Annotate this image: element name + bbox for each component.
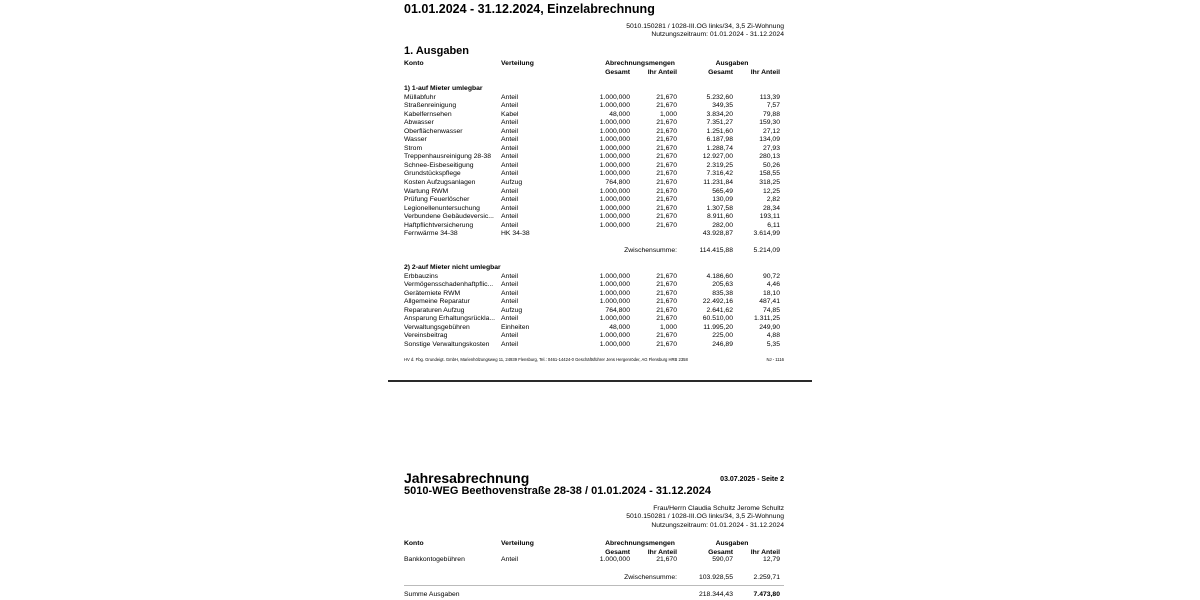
account-name: Prüfung Feuerlöscher bbox=[404, 196, 470, 204]
page2-subtotal bbox=[404, 572, 784, 583]
account-name: Bankkontogebühren bbox=[404, 556, 465, 563]
amount-share: 487,41 bbox=[759, 298, 780, 306]
amount-share: 12,25 bbox=[762, 187, 780, 195]
quantity-share: 21,670 bbox=[656, 281, 677, 289]
table-row bbox=[404, 281, 784, 290]
table-row bbox=[404, 179, 784, 188]
col-gesamt-2: Gesamt bbox=[708, 68, 733, 76]
col-anteil-2: Ihr Anteil bbox=[750, 68, 780, 76]
quantity-share: 21,670 bbox=[656, 102, 677, 110]
total-row bbox=[404, 589, 784, 600]
col-verteilung: Verteilung bbox=[501, 540, 534, 547]
col-anteil-1: Ihr Anteil bbox=[647, 68, 677, 76]
table-row bbox=[404, 298, 784, 307]
account-name: Verbundene Gebäudeversic... bbox=[404, 213, 494, 221]
distribution-key: Anteil bbox=[501, 102, 519, 110]
quantity-total: 1.000,000 bbox=[599, 127, 630, 135]
col-abrechnungsmengen: Abrechnungsmengen bbox=[605, 60, 675, 67]
account-name: Treppenhausreinigung 28-38 bbox=[404, 153, 492, 161]
footer-code: NJ - 1116 bbox=[766, 357, 784, 362]
col-anteil-2: Ihr Anteil bbox=[750, 548, 780, 556]
amount-total: 3.834,20 bbox=[706, 110, 733, 118]
quantity-share: 21,670 bbox=[656, 332, 677, 340]
date-page: 03.07.2025 - Seite 2 bbox=[720, 476, 784, 483]
col-verteilung: Verteilung bbox=[501, 60, 534, 67]
col-gesamt-1: Gesamt bbox=[605, 548, 630, 556]
amount-total: 8.911,60 bbox=[707, 213, 733, 221]
subtotal-row bbox=[404, 572, 784, 583]
quantity-share: 21,670 bbox=[656, 272, 677, 280]
account-name: Haftpflichtversicherung bbox=[404, 221, 474, 229]
table-row bbox=[404, 290, 784, 299]
amount-share: 90,72 bbox=[762, 272, 780, 280]
amount-total: 565,49 bbox=[712, 187, 733, 195]
subtotal-gesamt: 103.928,55 bbox=[698, 574, 733, 581]
amount-total: 282,00 bbox=[712, 221, 733, 229]
account-name: Reparaturen Aufzug bbox=[404, 306, 465, 314]
distribution-key: Anteil bbox=[501, 204, 519, 212]
distribution-key: Anteil bbox=[501, 119, 519, 127]
quantity-share: 21,670 bbox=[656, 127, 677, 135]
col-anteil-1: Ihr Anteil bbox=[647, 548, 677, 556]
amount-total: 11.995,20 bbox=[703, 323, 733, 331]
subtotal-gesamt: 114.415,88 bbox=[699, 246, 733, 254]
distribution-key: Aufzug bbox=[501, 179, 523, 187]
quantity-total: 48,000 bbox=[609, 323, 630, 331]
amount-share: 1.311,25 bbox=[754, 315, 780, 323]
page-divider bbox=[388, 380, 812, 382]
distribution-key: Anteil bbox=[501, 93, 519, 101]
quantity-total: 1.000,000 bbox=[599, 272, 630, 280]
table-row bbox=[404, 213, 784, 222]
quantity-share: 21,670 bbox=[656, 153, 677, 161]
quantity-share: 1,000 bbox=[659, 110, 677, 118]
account-name: Grundstückspflege bbox=[404, 170, 461, 178]
quantity-total: 1.000,000 bbox=[599, 340, 630, 348]
quantity-share: 21,670 bbox=[656, 556, 677, 563]
quantity-total: 1.000,000 bbox=[599, 281, 630, 289]
quantity-total: 1.000,000 bbox=[599, 289, 630, 297]
amount-total: 60.510,00 bbox=[702, 315, 733, 323]
quantity-share: 21,670 bbox=[656, 340, 677, 348]
amount-share: 134,09 bbox=[759, 136, 780, 144]
amount-share: 28,34 bbox=[762, 204, 780, 212]
subtotal-label: Zwischensumme: bbox=[624, 246, 677, 254]
amount-total: 2.641,62 bbox=[706, 306, 733, 314]
quantity-total: 764,800 bbox=[605, 306, 630, 314]
account-name: Vereinsbeitrag bbox=[404, 332, 448, 340]
distribution-key: Anteil bbox=[501, 298, 519, 306]
quantity-share: 21,670 bbox=[656, 196, 677, 204]
quantity-share: 21,670 bbox=[656, 298, 677, 306]
quantity-share: 21,670 bbox=[656, 179, 677, 187]
amount-total: 130,09 bbox=[712, 196, 733, 204]
quantity-total: 1.000,000 bbox=[599, 332, 630, 340]
account-name: Fernwärme 34-38 bbox=[404, 230, 458, 238]
distribution-key: Anteil bbox=[501, 213, 519, 221]
table-row bbox=[404, 332, 784, 341]
col-konto: Konto bbox=[404, 60, 424, 67]
distribution-key: HK 34-38 bbox=[501, 230, 530, 238]
quantity-total: 1.000,000 bbox=[599, 93, 630, 101]
quantity-total: 48,000 bbox=[609, 110, 630, 118]
amount-total: 6.187,98 bbox=[706, 136, 733, 144]
table-row bbox=[404, 94, 784, 103]
col-gesamt-2: Gesamt bbox=[708, 548, 733, 556]
period-line: Nutzungszeitraum: 01.01.2024 - 31.12.2024 bbox=[651, 521, 784, 529]
amount-share: 113,39 bbox=[759, 93, 780, 101]
quantity-share: 21,670 bbox=[656, 144, 677, 152]
quantity-total: 1.000,000 bbox=[599, 161, 630, 169]
col-ausgaben: Ausgaben bbox=[715, 540, 749, 547]
quantity-share: 21,670 bbox=[656, 204, 677, 212]
distribution-key: Anteil bbox=[501, 281, 519, 289]
group-2 bbox=[404, 264, 784, 349]
table-row bbox=[404, 273, 784, 282]
account-name: Wartung RWM bbox=[404, 187, 449, 195]
quantity-total: 1.000,000 bbox=[599, 170, 630, 178]
group-1 bbox=[404, 85, 784, 256]
quantity-share: 21,670 bbox=[656, 315, 677, 323]
page-subtitle: 5010-WEG Beethovenstraße 28-38 / 01.01.2024 - 31.12.2024 bbox=[404, 485, 711, 497]
amount-share: 280,13 bbox=[759, 153, 780, 161]
amount-share: 27,12 bbox=[762, 127, 780, 135]
distribution-key: Anteil bbox=[501, 170, 519, 178]
quantity-share: 21,670 bbox=[656, 170, 677, 178]
amount-share: 249,90 bbox=[759, 323, 780, 331]
amount-share: 7,57 bbox=[766, 102, 780, 110]
account-name: Allgemeine Reparatur bbox=[404, 298, 470, 306]
distribution-key: Anteil bbox=[501, 136, 519, 144]
amount-total: 1.251,60 bbox=[706, 127, 733, 135]
account-name: Schnee-Eisbeseitigung bbox=[404, 161, 474, 169]
unit-line: 5010.150281 / 1028-III.OG links/34, 3,5 Zi-Wohnung bbox=[626, 513, 784, 521]
amount-share: 158,55 bbox=[759, 170, 780, 178]
quantity-total: 1.000,000 bbox=[599, 153, 630, 161]
distribution-key: Anteil bbox=[501, 153, 519, 161]
quantity-total: 1.000,000 bbox=[599, 556, 630, 563]
page2-total bbox=[404, 589, 784, 600]
amount-share: 2,82 bbox=[766, 196, 780, 204]
amount-share: 50,26 bbox=[762, 161, 780, 169]
quantity-total: 764,800 bbox=[605, 179, 630, 187]
amount-total: 205,63 bbox=[712, 281, 733, 289]
amount-share: 18,10 bbox=[762, 289, 780, 297]
group-title: 1) 1-auf Mieter umlegbar bbox=[404, 85, 483, 92]
quantity-total: 1.000,000 bbox=[599, 204, 630, 212]
quantity-total: 1.000,000 bbox=[599, 144, 630, 152]
amount-share: 12,79 bbox=[762, 556, 780, 563]
amount-total: 225,00 bbox=[712, 332, 733, 340]
amount-total: 1.307,58 bbox=[706, 204, 733, 212]
table-row bbox=[404, 307, 784, 316]
quantity-share: 21,670 bbox=[656, 136, 677, 144]
distribution-key: Anteil bbox=[501, 289, 519, 297]
distribution-key: Anteil bbox=[501, 127, 519, 135]
amount-total: 349,35 bbox=[712, 102, 733, 110]
account-name: Sonstige Verwaltungskosten bbox=[404, 340, 490, 348]
group-title: 2) 2-auf Mieter nicht umlegbar bbox=[404, 264, 501, 271]
distribution-key: Anteil bbox=[501, 556, 519, 563]
col-gesamt-1: Gesamt bbox=[605, 68, 630, 76]
quantity-total: 1.000,000 bbox=[599, 298, 630, 306]
table-row bbox=[404, 230, 784, 239]
total-anteil: 7.473,80 bbox=[753, 591, 780, 598]
amount-total: 590,07 bbox=[712, 556, 733, 563]
amount-share: 6,11 bbox=[767, 221, 780, 229]
page-title: Jahresabrechnung bbox=[404, 470, 530, 486]
period-line: Nutzungszeitraum: 01.01.2024 - 31.12.2024 bbox=[651, 31, 784, 39]
distribution-key: Anteil bbox=[501, 196, 519, 204]
account-name: Müllabfuhr bbox=[404, 93, 436, 101]
table-row bbox=[404, 162, 784, 171]
statement-page-2 bbox=[388, 462, 812, 600]
table-row bbox=[404, 341, 784, 350]
account-name: Oberflächenwasser bbox=[404, 127, 463, 135]
amount-total: 11.231,84 bbox=[703, 179, 733, 187]
amount-total: 835,38 bbox=[712, 289, 733, 297]
total-gesamt: 218.344,43 bbox=[698, 591, 733, 598]
table-row bbox=[404, 111, 784, 120]
page2-rows bbox=[404, 556, 784, 565]
quantity-total: 1.000,000 bbox=[599, 187, 630, 195]
table-row bbox=[404, 324, 784, 333]
distribution-key: Anteil bbox=[501, 161, 519, 169]
account-name: Kabelfernsehen bbox=[404, 110, 452, 118]
col-ausgaben: Ausgaben bbox=[715, 60, 749, 67]
quantity-share: 21,670 bbox=[656, 161, 677, 169]
account-name: Verwaltungsgebühren bbox=[404, 323, 470, 331]
distribution-key: Anteil bbox=[501, 340, 519, 348]
amount-total: 2.319,25 bbox=[706, 161, 733, 169]
quantity-share: 21,670 bbox=[656, 213, 677, 221]
quantity-share: 21,670 bbox=[656, 187, 677, 195]
amount-share: 4,46 bbox=[766, 281, 780, 289]
account-name: Legionellenuntersuchung bbox=[404, 204, 480, 212]
distribution-key: Anteil bbox=[501, 315, 519, 323]
section-title: 1. Ausgaben bbox=[404, 45, 469, 57]
table-row bbox=[404, 153, 784, 162]
distribution-key: Anteil bbox=[501, 272, 519, 280]
quantity-total: 1.000,000 bbox=[599, 221, 630, 229]
amount-total: 5.232,60 bbox=[706, 93, 733, 101]
unit-line: 5010.150281 / 1028-III.OG links/34, 3,5 Zi-Wohnung bbox=[626, 23, 784, 30]
table-row bbox=[404, 128, 784, 137]
amount-total: 7.351,27 bbox=[706, 119, 733, 127]
amount-total: 22.492,16 bbox=[702, 298, 733, 306]
unit-reference bbox=[626, 505, 784, 530]
account-name: Kosten Aufzugsanlagen bbox=[404, 179, 476, 187]
amount-total: 246,89 bbox=[712, 340, 733, 348]
amount-total: 43.928,87 bbox=[702, 230, 733, 238]
amount-total: 12.927,00 bbox=[702, 153, 733, 161]
footer-company: HV d. Fbg. Grundeigt. GmbH, Marienhölzungsweg 11, 24939 Flensburg, Tel.: 0461-14424-0 Geschäftsführer Jens Hergenröder, AG Flensburg HRB 2358 bbox=[404, 357, 688, 362]
distribution-key: Aufzug bbox=[501, 306, 523, 314]
table-row bbox=[404, 556, 784, 565]
col-abrechnungsmengen: Abrechnungsmengen bbox=[605, 540, 675, 547]
amount-total: 1.288,74 bbox=[706, 144, 733, 152]
column-header bbox=[404, 60, 784, 82]
amount-share: 3.614,99 bbox=[753, 230, 780, 238]
amount-share: 74,85 bbox=[762, 306, 780, 314]
table-row bbox=[404, 145, 784, 154]
distribution-key: Anteil bbox=[501, 187, 519, 195]
account-name: Abwasser bbox=[404, 119, 434, 127]
quantity-total: 1.000,000 bbox=[599, 315, 630, 323]
distribution-key: Kabel bbox=[501, 110, 519, 118]
page-title: 01.01.2024 - 31.12.2024, Einzelabrechnung bbox=[404, 2, 655, 16]
subtotal-row bbox=[404, 245, 784, 256]
quantity-share: 21,670 bbox=[656, 289, 677, 297]
distribution-key: Anteil bbox=[501, 144, 519, 152]
amount-total: 7.316,42 bbox=[706, 170, 733, 178]
quantity-share: 21,670 bbox=[656, 93, 677, 101]
account-name: Strom bbox=[404, 144, 423, 152]
table-row bbox=[404, 119, 784, 128]
total-label: Summe Ausgaben bbox=[404, 591, 460, 598]
divider-line bbox=[404, 585, 784, 586]
amount-total: 4.186,60 bbox=[706, 272, 733, 280]
subtotal-label: Zwischensumme: bbox=[624, 574, 677, 581]
account-name: Wasser bbox=[404, 136, 427, 144]
distribution-key: Anteil bbox=[501, 221, 519, 229]
quantity-share: 21,670 bbox=[656, 221, 677, 229]
subtotal-anteil: 2.259,71 bbox=[753, 574, 780, 581]
table-row bbox=[404, 205, 784, 214]
amount-share: 193,11 bbox=[759, 213, 780, 221]
account-name: Vermögensschadenhaftpflic... bbox=[404, 281, 494, 289]
quantity-share: 1,000 bbox=[659, 323, 677, 331]
unit-reference bbox=[626, 23, 784, 40]
quantity-total: 1.000,000 bbox=[599, 136, 630, 144]
table-row bbox=[404, 102, 784, 111]
account-name: Straßenreinigung bbox=[404, 102, 457, 110]
col-konto: Konto bbox=[404, 540, 424, 547]
account-name: Ansparung Erhaltungsrückla... bbox=[404, 315, 496, 323]
quantity-total: 1.000,000 bbox=[599, 213, 630, 221]
amount-share: 27,93 bbox=[762, 144, 780, 152]
table-row bbox=[404, 170, 784, 179]
account-name: Gerätemiete RWM bbox=[404, 289, 461, 297]
distribution-key: Einheiten bbox=[501, 323, 530, 331]
quantity-total: 1.000,000 bbox=[599, 196, 630, 204]
quantity-total: 1.000,000 bbox=[599, 102, 630, 110]
statement-page-1 bbox=[388, 0, 812, 380]
quantity-share: 21,670 bbox=[656, 306, 677, 314]
quantity-share: 21,670 bbox=[656, 119, 677, 127]
amount-share: 4,88 bbox=[766, 332, 780, 340]
subtotal-anteil: 5.214,09 bbox=[753, 246, 780, 254]
amount-share: 5,35 bbox=[766, 340, 780, 348]
table-row bbox=[404, 196, 784, 205]
quantity-total: 1.000,000 bbox=[599, 119, 630, 127]
distribution-key: Anteil bbox=[501, 332, 519, 340]
table-row bbox=[404, 188, 784, 197]
amount-share: 79,88 bbox=[762, 110, 780, 118]
table-row bbox=[404, 136, 784, 145]
table-row bbox=[404, 222, 784, 231]
owner-line: Frau/Herrn Claudia Schultz Jerome Schultz bbox=[653, 505, 784, 512]
table-row bbox=[404, 315, 784, 324]
amount-share: 159,30 bbox=[759, 119, 780, 127]
account-name: Erbbauzins bbox=[404, 272, 439, 280]
amount-share: 318,25 bbox=[759, 179, 780, 187]
